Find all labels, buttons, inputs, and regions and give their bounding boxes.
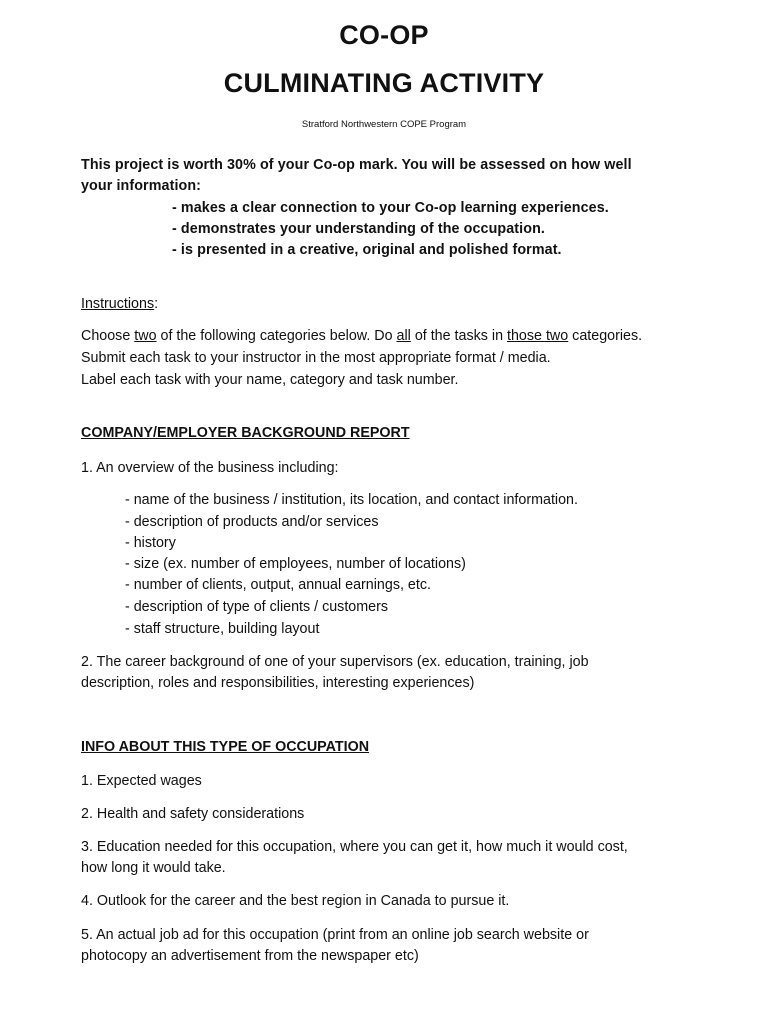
occupation-section-heading: INFO ABOUT THIS TYPE OF OCCUPATION (81, 739, 370, 755)
program-name: Stratford Northwestern COPE Program (301, 119, 467, 130)
occupation-item-2: 2. Health and safety considerations (81, 806, 305, 822)
occupation-item-3-line-2: how long it would take. (81, 860, 226, 876)
company-subitem: - name of the business / institution, its location, and contact information. (125, 492, 578, 508)
company-section-heading: COMPANY/EMPLOYER BACKGROUND REPORT (81, 425, 410, 441)
intro-line-2: your information: (81, 178, 202, 194)
text-run: of the tasks in (410, 328, 507, 344)
instructions-colon: : (154, 296, 159, 312)
company-subitem: - description of products and/or services (125, 514, 379, 530)
occupation-item-5-line-2: photocopy an advertisement from the newspaper etc) (81, 948, 419, 964)
company-item-1: 1. An overview of the business including: (81, 460, 339, 476)
instructions-heading-line (81, 294, 158, 316)
instructions-line-1 (81, 326, 642, 348)
text-run: Choose (81, 328, 135, 344)
intro-bullet: - demonstrates your understanding of the occupation. (172, 221, 545, 237)
company-subitem: - number of clients, output, annual earnings, etc. (125, 577, 431, 593)
emphasis-two: two (134, 328, 157, 344)
page-title: CO-OP (339, 20, 429, 50)
text-run: categories. (568, 328, 643, 344)
text-run: of the following categories below. Do (156, 328, 397, 344)
occupation-item-3-line-1: 3. Education needed for this occupation, where you can get it, how much it would cost, (81, 839, 628, 855)
page-subtitle: CULMINATING ACTIVITY (223, 68, 545, 98)
company-subitem: - description of type of clients / customers (125, 599, 389, 615)
instructions-line-3: Label each task with your name, category and task number. (81, 372, 459, 388)
instructions-line-2: Submit each task to your instructor in the most appropriate format / media. (81, 350, 551, 366)
intro-line-1: This project is worth 30% of your Co-op mark. You will be assessed on how well (81, 157, 632, 173)
company-item-2-line-2: description, roles and responsibilities, interesting experiences) (81, 675, 475, 691)
occupation-item-4: 4. Outlook for the career and the best region in Canada to pursue it. (81, 893, 510, 909)
intro-bullet: - is presented in a creative, original and polished format. (172, 242, 562, 258)
emphasis-all: all (396, 328, 411, 344)
company-item-2-line-1: 2. The career background of one of your supervisors (ex. education, training, job (81, 654, 589, 670)
company-subitem: - size (ex. number of employees, number of locations) (125, 556, 466, 572)
company-subitem: - history (125, 535, 176, 551)
emphasis-those-two: those two (507, 328, 569, 344)
occupation-item-1: 1. Expected wages (81, 773, 202, 789)
occupation-item-5-line-1: 5. An actual job ad for this occupation (print from an online job search website or (81, 927, 589, 943)
intro-bullet: - makes a clear connection to your Co-op learning experiences. (172, 200, 609, 216)
instructions-heading: Instructions (81, 296, 155, 312)
company-subitem: - staff structure, building layout (125, 621, 320, 637)
